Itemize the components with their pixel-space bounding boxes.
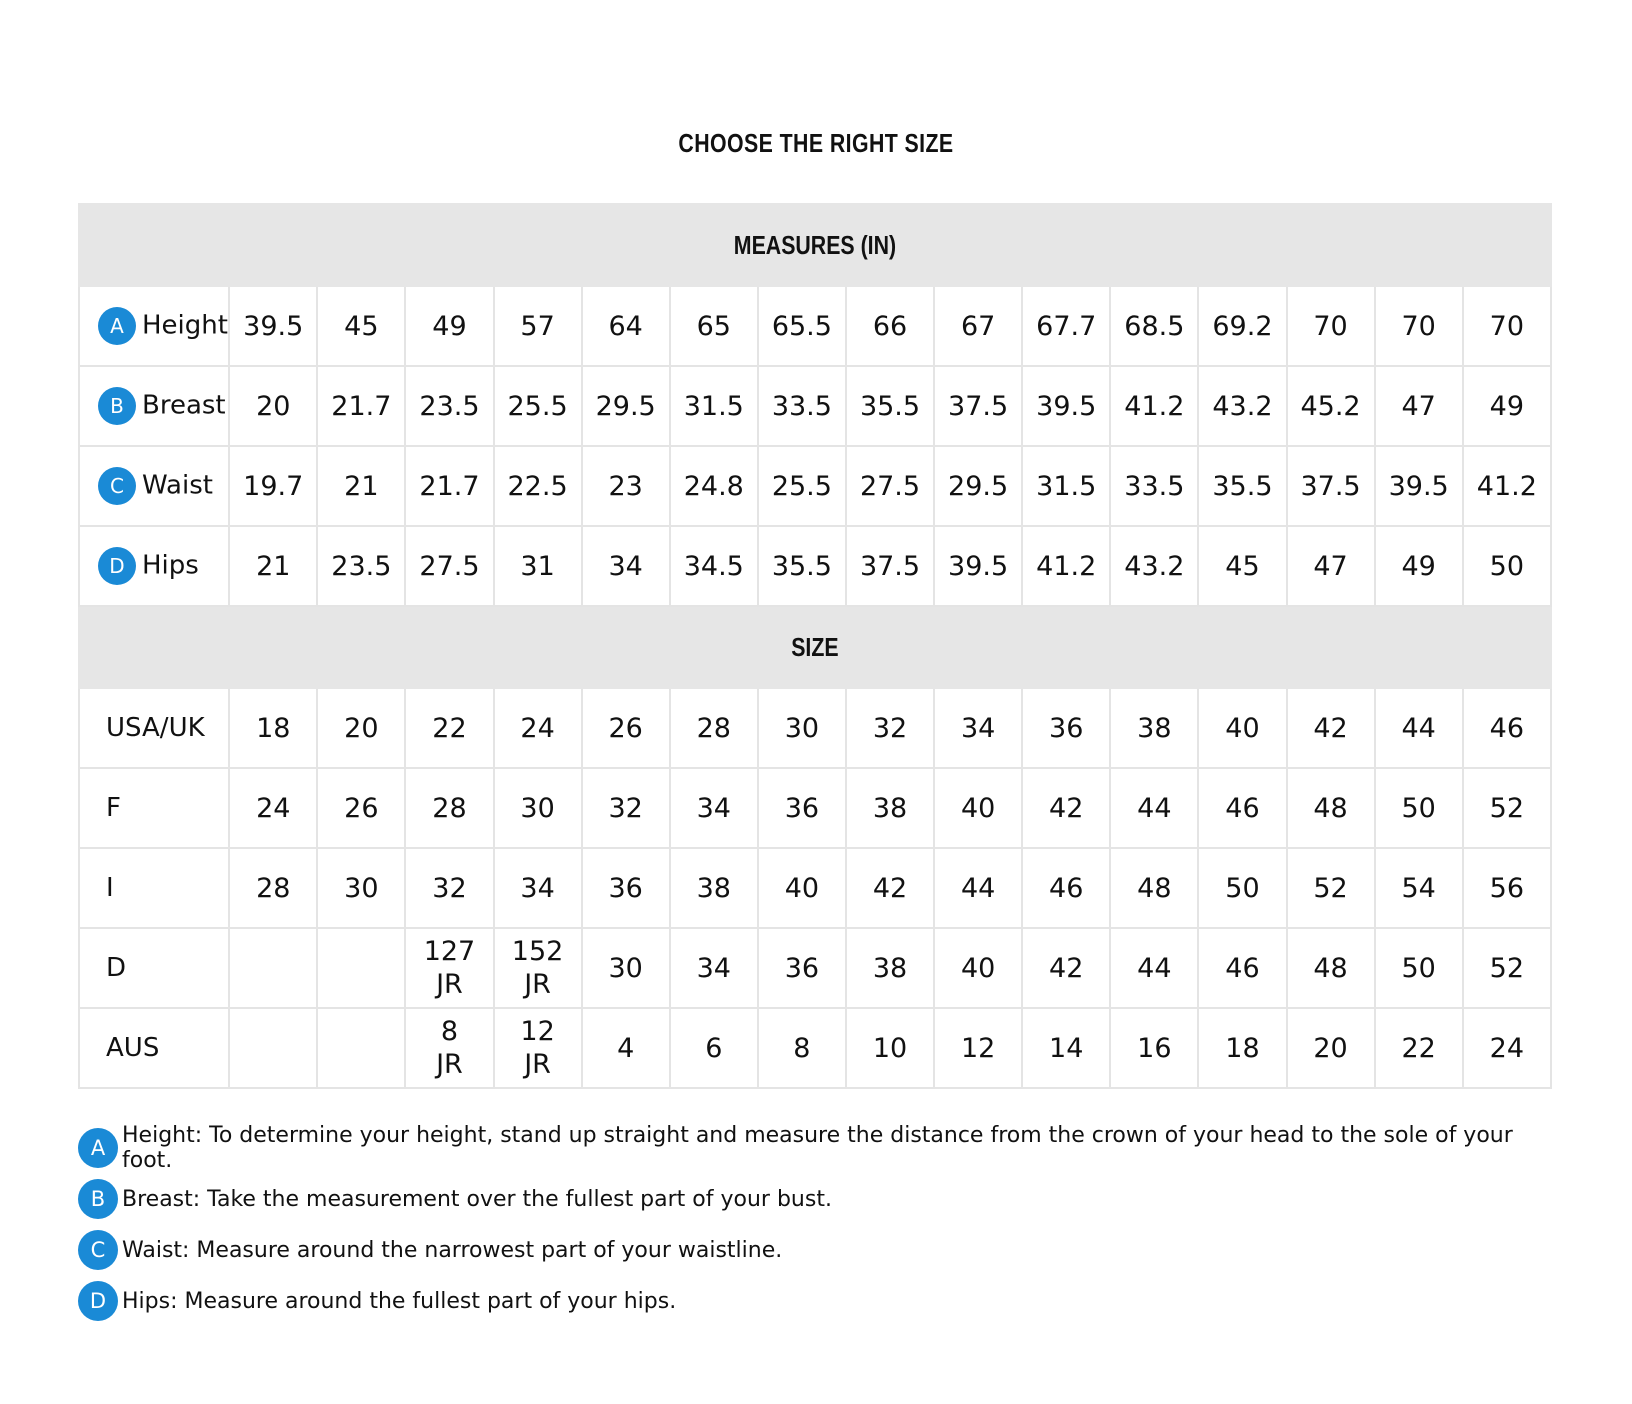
table-cell: 21.7 <box>405 446 493 526</box>
cell-line: JR <box>524 1049 551 1080</box>
table-cell: 16 <box>1110 1008 1198 1088</box>
measure-badge: B <box>98 387 136 425</box>
measure-badge: A <box>98 307 136 345</box>
measures-heading-label: MEASURES (IN) <box>733 229 897 260</box>
table-cell: 50 <box>1375 768 1463 848</box>
row-header <box>79 526 229 606</box>
table-cell: 31 <box>494 526 582 606</box>
table-cell: 18 <box>229 688 317 768</box>
table-cell: 32 <box>846 688 934 768</box>
table-cell: 44 <box>934 848 1022 928</box>
table-cell <box>494 1008 582 1088</box>
table-row <box>79 366 1551 446</box>
table-cell: 29.5 <box>582 366 670 446</box>
table-cell: 35.5 <box>846 366 934 446</box>
table-cell: 31.5 <box>1022 446 1110 526</box>
note-item <box>78 1230 1558 1270</box>
table-cell: 23 <box>582 446 670 526</box>
table-cell <box>229 928 317 1008</box>
table-cell: 21 <box>317 446 405 526</box>
note-badge: A <box>78 1128 118 1168</box>
table-cell: 49 <box>1463 366 1551 446</box>
table-cell: 44 <box>1110 768 1198 848</box>
table-cell: 38 <box>846 928 934 1008</box>
table-cell: 23.5 <box>405 366 493 446</box>
table-cell: 50 <box>1198 848 1286 928</box>
note-badge: B <box>78 1179 118 1219</box>
table-cell: 8 <box>758 1008 846 1088</box>
cell-line: 12 <box>520 1016 555 1047</box>
table-cell: 39.5 <box>934 526 1022 606</box>
table-cell: 44 <box>1375 688 1463 768</box>
table-cell: 33.5 <box>1110 446 1198 526</box>
table-cell: 20 <box>1287 1008 1375 1088</box>
table-cell: 24 <box>229 768 317 848</box>
table-cell: 38 <box>846 768 934 848</box>
table-cell: 22 <box>1375 1008 1463 1088</box>
row-label: Waist <box>142 470 213 501</box>
table-cell <box>405 1008 493 1088</box>
table-cell: 50 <box>1463 526 1551 606</box>
cell-line: JR <box>436 969 463 1000</box>
table-cell: 25.5 <box>494 366 582 446</box>
table-row <box>79 286 1551 366</box>
row-label: AUS <box>106 1032 160 1063</box>
table-cell: 45.2 <box>1287 366 1375 446</box>
table-cell: 39.5 <box>229 286 317 366</box>
table-cell: 4 <box>582 1008 670 1088</box>
table-cell: 23.5 <box>317 526 405 606</box>
table-cell: 52 <box>1463 768 1551 848</box>
table-cell: 34 <box>670 928 758 1008</box>
cell-line: 8 <box>440 1016 459 1047</box>
size-heading-label: SIZE <box>791 631 839 662</box>
table-cell: 27.5 <box>846 446 934 526</box>
table-cell: 26 <box>582 688 670 768</box>
table-cell: 6 <box>670 1008 758 1088</box>
row-header <box>79 1008 229 1088</box>
table-cell: 22 <box>405 688 493 768</box>
table-cell: 46 <box>1198 768 1286 848</box>
measurement-notes <box>78 1123 1558 1332</box>
table-cell: 46 <box>1198 928 1286 1008</box>
table-cell: 18 <box>1198 1008 1286 1088</box>
table-cell: 42 <box>1022 768 1110 848</box>
table-row <box>79 688 1551 768</box>
table-cell: 68.5 <box>1110 286 1198 366</box>
table-cell: 34 <box>934 688 1022 768</box>
table-cell: 48 <box>1110 848 1198 928</box>
cell-line: 127 <box>423 936 476 967</box>
table-cell <box>405 928 493 1008</box>
note-text: Breast: Take the measurement over the fullest part of your bust. <box>122 1186 832 1212</box>
table-cell: 21.7 <box>317 366 405 446</box>
note-item <box>78 1179 1558 1219</box>
cell-line: 152 <box>511 936 564 967</box>
table-cell: 38 <box>1110 688 1198 768</box>
table-cell: 20 <box>229 366 317 446</box>
table-cell: 54 <box>1375 848 1463 928</box>
table-cell: 24 <box>494 688 582 768</box>
table-cell: 32 <box>405 848 493 928</box>
measure-badge: D <box>98 547 136 585</box>
table-cell: 64 <box>582 286 670 366</box>
table-row <box>79 768 1551 848</box>
table-cell: 36 <box>758 928 846 1008</box>
table-row <box>79 848 1551 928</box>
table-cell: 65 <box>670 286 758 366</box>
size-heading <box>79 606 1551 688</box>
table-cell: 49 <box>405 286 493 366</box>
table-cell: 48 <box>1287 928 1375 1008</box>
table-cell: 30 <box>494 768 582 848</box>
row-header <box>79 848 229 928</box>
row-header <box>79 366 229 446</box>
table-cell: 36 <box>582 848 670 928</box>
note-badge: C <box>78 1230 118 1270</box>
table-cell: 46 <box>1022 848 1110 928</box>
table-row <box>79 526 1551 606</box>
table-cell: 24 <box>1463 1008 1551 1088</box>
row-label: F <box>106 792 121 823</box>
table-cell: 65.5 <box>758 286 846 366</box>
row-header <box>79 446 229 526</box>
row-header <box>79 286 229 366</box>
table-cell: 42 <box>846 848 934 928</box>
row-label: D <box>106 952 127 983</box>
table-row <box>79 1008 1551 1088</box>
table-cell: 24.8 <box>670 446 758 526</box>
table-cell: 21 <box>229 526 317 606</box>
table-cell: 14 <box>1022 1008 1110 1088</box>
table-cell: 31.5 <box>670 366 758 446</box>
table-cell: 50 <box>1375 928 1463 1008</box>
cell-line: JR <box>436 1049 463 1080</box>
table-cell <box>229 1008 317 1088</box>
table-cell: 35.5 <box>1198 446 1286 526</box>
table-cell: 35.5 <box>758 526 846 606</box>
table-cell: 37.5 <box>1287 446 1375 526</box>
table-cell: 69.2 <box>1198 286 1286 366</box>
table-cell: 40 <box>934 928 1022 1008</box>
table-cell: 39.5 <box>1375 446 1463 526</box>
table-cell: 38 <box>670 848 758 928</box>
table-cell: 42 <box>1022 928 1110 1008</box>
table-cell: 37.5 <box>934 366 1022 446</box>
table-cell: 29.5 <box>934 446 1022 526</box>
table-cell: 40 <box>1198 688 1286 768</box>
row-header <box>79 928 229 1008</box>
note-text: Height: To determine your height, stand up straight and measure the distance from the crown of your head to the sole of your foot. <box>122 1123 1513 1173</box>
table-cell: 12 <box>934 1008 1022 1088</box>
table-cell: 40 <box>934 768 1022 848</box>
table-cell: 10 <box>846 1008 934 1088</box>
table-cell: 28 <box>229 848 317 928</box>
table-cell: 20 <box>317 688 405 768</box>
row-header <box>79 688 229 768</box>
page-title: CHOOSE THE RIGHT SIZE <box>678 128 954 158</box>
table-cell: 67.7 <box>1022 286 1110 366</box>
table-cell: 45 <box>317 286 405 366</box>
table-row <box>79 928 1551 1008</box>
table-cell <box>494 928 582 1008</box>
table-cell: 25.5 <box>758 446 846 526</box>
table-cell: 41.2 <box>1022 526 1110 606</box>
table-cell: 27.5 <box>405 526 493 606</box>
table-cell: 34 <box>670 768 758 848</box>
table-cell: 67 <box>934 286 1022 366</box>
note-item <box>78 1123 1558 1173</box>
table-cell: 26 <box>317 768 405 848</box>
table-cell: 47 <box>1287 526 1375 606</box>
table-cell: 36 <box>758 768 846 848</box>
table-cell: 37.5 <box>846 526 934 606</box>
table-cell: 34 <box>582 526 670 606</box>
note-item <box>78 1281 1558 1321</box>
table-cell: 19.7 <box>229 446 317 526</box>
table-cell: 47 <box>1375 366 1463 446</box>
table-cell: 52 <box>1463 928 1551 1008</box>
note-badge: D <box>78 1281 118 1321</box>
table-cell: 28 <box>405 768 493 848</box>
table-cell: 70 <box>1287 286 1375 366</box>
measures-heading <box>79 204 1551 286</box>
table-cell: 33.5 <box>758 366 846 446</box>
table-cell: 43.2 <box>1110 526 1198 606</box>
table-cell: 44 <box>1110 928 1198 1008</box>
row-header <box>79 768 229 848</box>
table-cell: 56 <box>1463 848 1551 928</box>
table-cell: 30 <box>317 848 405 928</box>
table-row <box>79 446 1551 526</box>
table-cell <box>317 1008 405 1088</box>
table-cell: 41.2 <box>1110 366 1198 446</box>
row-label: Hips <box>142 550 199 581</box>
table-cell: 34 <box>494 848 582 928</box>
cell-line: JR <box>524 969 551 1000</box>
table-cell: 34.5 <box>670 526 758 606</box>
table-cell: 52 <box>1287 848 1375 928</box>
table-cell: 57 <box>494 286 582 366</box>
table-cell: 66 <box>846 286 934 366</box>
table-cell: 70 <box>1375 286 1463 366</box>
table-cell: 36 <box>1022 688 1110 768</box>
table-cell: 28 <box>670 688 758 768</box>
measures-heading-row <box>79 204 1551 286</box>
table-cell: 32 <box>582 768 670 848</box>
table-cell: 30 <box>582 928 670 1008</box>
table-cell: 43.2 <box>1198 366 1286 446</box>
table-cell: 46 <box>1463 688 1551 768</box>
table-cell: 39.5 <box>1022 366 1110 446</box>
note-text: Hips: Measure around the fullest part of your hips. <box>122 1288 677 1314</box>
table-cell <box>317 928 405 1008</box>
row-label: USA/UK <box>106 712 205 743</box>
size-heading-row <box>79 606 1551 688</box>
table-cell: 49 <box>1375 526 1463 606</box>
table-cell: 22.5 <box>494 446 582 526</box>
table-cell: 40 <box>758 848 846 928</box>
table-cell: 48 <box>1287 768 1375 848</box>
row-label: I <box>106 872 114 903</box>
row-label: Height <box>142 310 228 341</box>
measure-badge: C <box>98 467 136 505</box>
note-text: Waist: Measure around the narrowest part of your waistline. <box>122 1237 783 1263</box>
row-label: Breast <box>142 390 226 421</box>
size-chart-table <box>78 203 1552 1089</box>
table-cell: 42 <box>1287 688 1375 768</box>
table-cell: 41.2 <box>1463 446 1551 526</box>
table-cell: 70 <box>1463 286 1551 366</box>
table-cell: 30 <box>758 688 846 768</box>
table-cell: 45 <box>1198 526 1286 606</box>
